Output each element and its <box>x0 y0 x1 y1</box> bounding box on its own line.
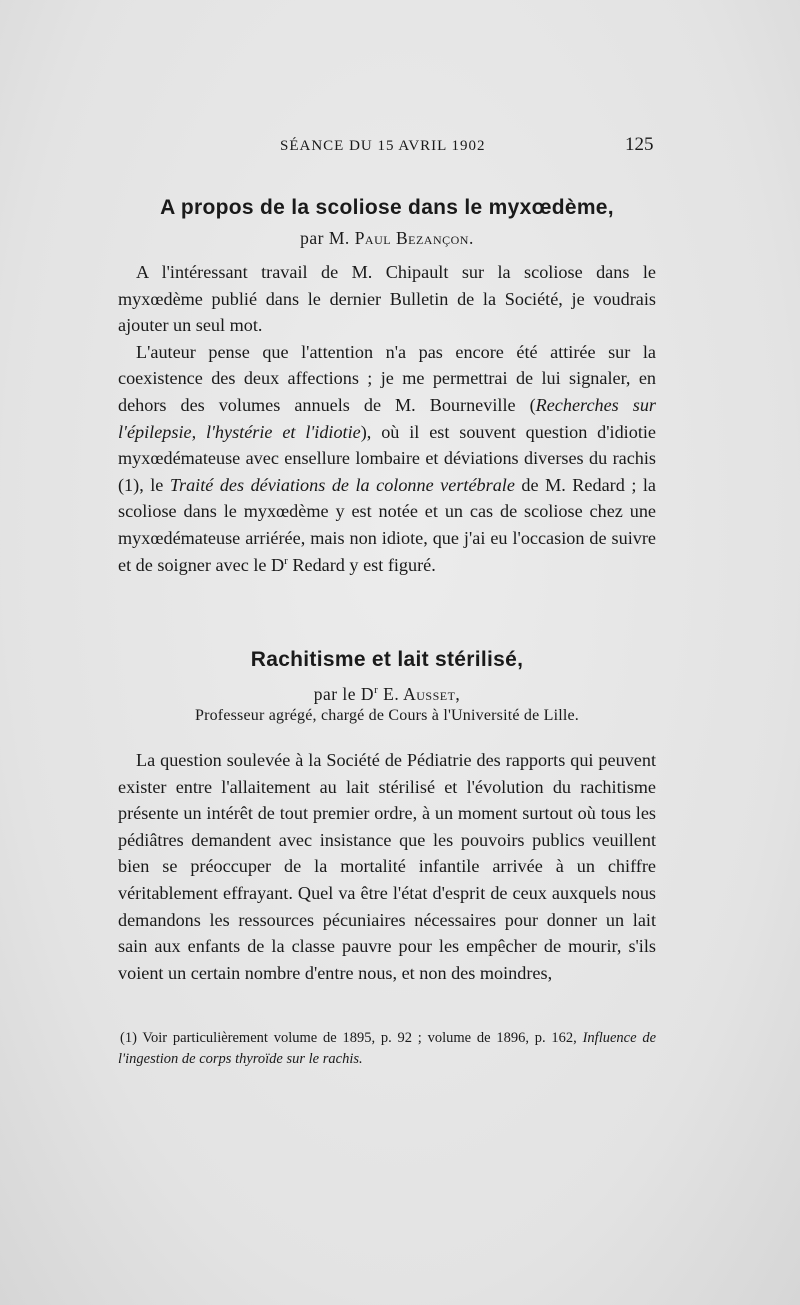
author-name: E. Ausset, <box>383 684 461 704</box>
running-head: SÉANCE DU 15 AVRIL 1902 <box>280 138 486 154</box>
page-number: 125 <box>625 134 654 155</box>
superscript: r <box>284 554 288 567</box>
article-1-title: A propos de la scoliose dans le myxœdème, <box>160 196 614 219</box>
footnote-italic: Influence de l'ingestion de corps thyroïde sur le rachis. <box>118 1030 657 1067</box>
article-2 <box>118 648 656 986</box>
affiliation: Professeur agrégé, chargé de Cours à l'Université de Lille. <box>194 707 580 724</box>
paragraph: La question soulevée à la Société de Pédiatrie des rapports qui peuvent exister entre l'allaitement au lait stérilisé et l'évolution du rachitisme présente un intérêt de tout premier ordre, à un moment surtout où tous les pédiâtres demandent avec insistance que les pouvoirs publics veuillent bien se préoccuper de la mortalité infantile arrivée à un chiffre véritablement effrayant. Quel va être l'état d'esprit de ceux auxquels nous demandons les ressources pécuniaires nécessaires pour donner un lait sain aux enfants de la classe pauvre pour les empêcher de mourir, s'ils voient un certain nombre d'entre nous, et non des moindres, <box>118 750 656 983</box>
paragraph <box>118 339 656 578</box>
text-run: Redard y est figuré. <box>287 554 436 575</box>
text-run: L'auteur pense que l'attention n'a pas encore été attirée sur la coexistence des deux affections ; je me permettrai de lui signaler, en dehors des volumes annuels de M. Bourneville ( <box>118 341 656 415</box>
paragraph: A l'intéressant travail de M. Chipault sur la scoliose dans le myxœdème publié dans le dernier Bulletin de la Société, je voudrais ajouter un seul mot. <box>118 262 656 336</box>
byline-prefix: par M. <box>300 228 350 248</box>
text-run: ), où il est souvent question d'idiotie myxœdémateuse avec ensellure lombaire et déviations diverses du rachis (1), le <box>118 421 656 495</box>
article-1 <box>118 196 656 578</box>
author-name: Paul Bezançon. <box>354 228 474 248</box>
text-run: de M. Redard ; la scoliose dans le myxœdème y est notée et un cas de scoliose chez une myxœdémateuse arriérée, mais non idiote, que j'ai eu l'occasion de suivre et de soigner avec le D <box>118 474 656 575</box>
footnote-ref: (1) Voir particulièrement volume de 1895, p. 92 ; volume de 1896, p. 162, <box>120 1030 577 1046</box>
byline-prefix: par le D <box>313 684 375 704</box>
superscript: r <box>374 684 379 697</box>
footnote-text <box>118 1028 656 1070</box>
article-2-title: Rachitisme et lait stérilisé, <box>250 648 524 671</box>
italic-title: Recherches sur l'épilepsie, l'hystérie et l'idiotie <box>118 394 656 442</box>
article-2-byline <box>118 684 656 705</box>
italic-title: Traité des déviations de la colonne vertébrale <box>169 474 515 495</box>
article-1-byline <box>118 228 656 249</box>
footnote <box>118 1028 656 1070</box>
